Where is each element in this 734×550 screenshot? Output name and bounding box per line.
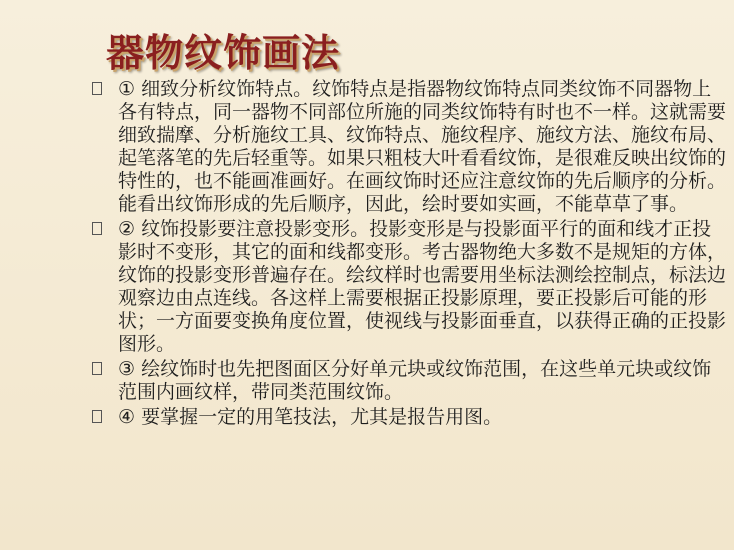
paragraph-body: 绘纹饰时也先把图面区分好单元块或纹饰范围，在这些单元块或纹饰范围内画纹样，带同类范围纹饰。 [118,358,712,403]
paragraph-text [118,78,728,216]
paragraph-marker: ② [118,218,136,240]
slide-title: 器物纹饰画法 [106,31,341,75]
paragraph-marker: ③ [118,358,136,380]
paragraph-4 [92,406,728,429]
paragraph-marker: ④ [118,406,136,428]
paragraph-text [118,218,728,356]
paragraph-1 [92,78,728,216]
paragraph-2 [92,218,728,356]
paragraph-body: 要掌握一定的用笔技法，尤其是报告用图。 [141,406,503,428]
paragraph-text [118,358,728,404]
bullet-square-icon [92,362,102,375]
paragraph-3 [92,358,728,404]
paragraph-body: 细致分析纹饰特点。纹饰特点是指器物纹饰特点同类纹饰不同器物上各有特点，同一器物不同部位所施的同类纹饰特有时也不一样。这就需要细致揣摩、分析施纹工具、纹饰特点、施纹程序、施纹方法、施纹布局、起笔落笔的先后轻重等。如果只粗枝大叶看看纹饰，是很难反映出纹饰的特性的，也不能画准画好。在画纹饰时还应注意纹饰的先后顺序的分析。能看出纹饰形成的先后顺序，因此，绘时要如实画，不能草草了事。 [118,78,727,215]
bullet-square-icon [92,222,102,235]
paragraph-text [118,406,728,429]
content-area [92,78,728,431]
bullet-square-icon [92,410,102,423]
paragraph-body: 纹饰投影要注意投影变形。投影变形是与投影面平行的面和线才正投影时不变形，其它的面和线都变形。考古器物绝大多数不是规矩的方体，纹饰的投影变形普遍存在。绘纹样时也需要用坐标法测绘控制点，标法边观察边由点连线。各这样上需要根据正投影原理，要正投影后可能的形状；一方面要变换角度位置，使视线与投影面垂直，以获得正确的正投影图形。 [118,218,727,355]
bullet-square-icon [92,82,102,95]
paragraph-marker: ① [118,78,136,100]
